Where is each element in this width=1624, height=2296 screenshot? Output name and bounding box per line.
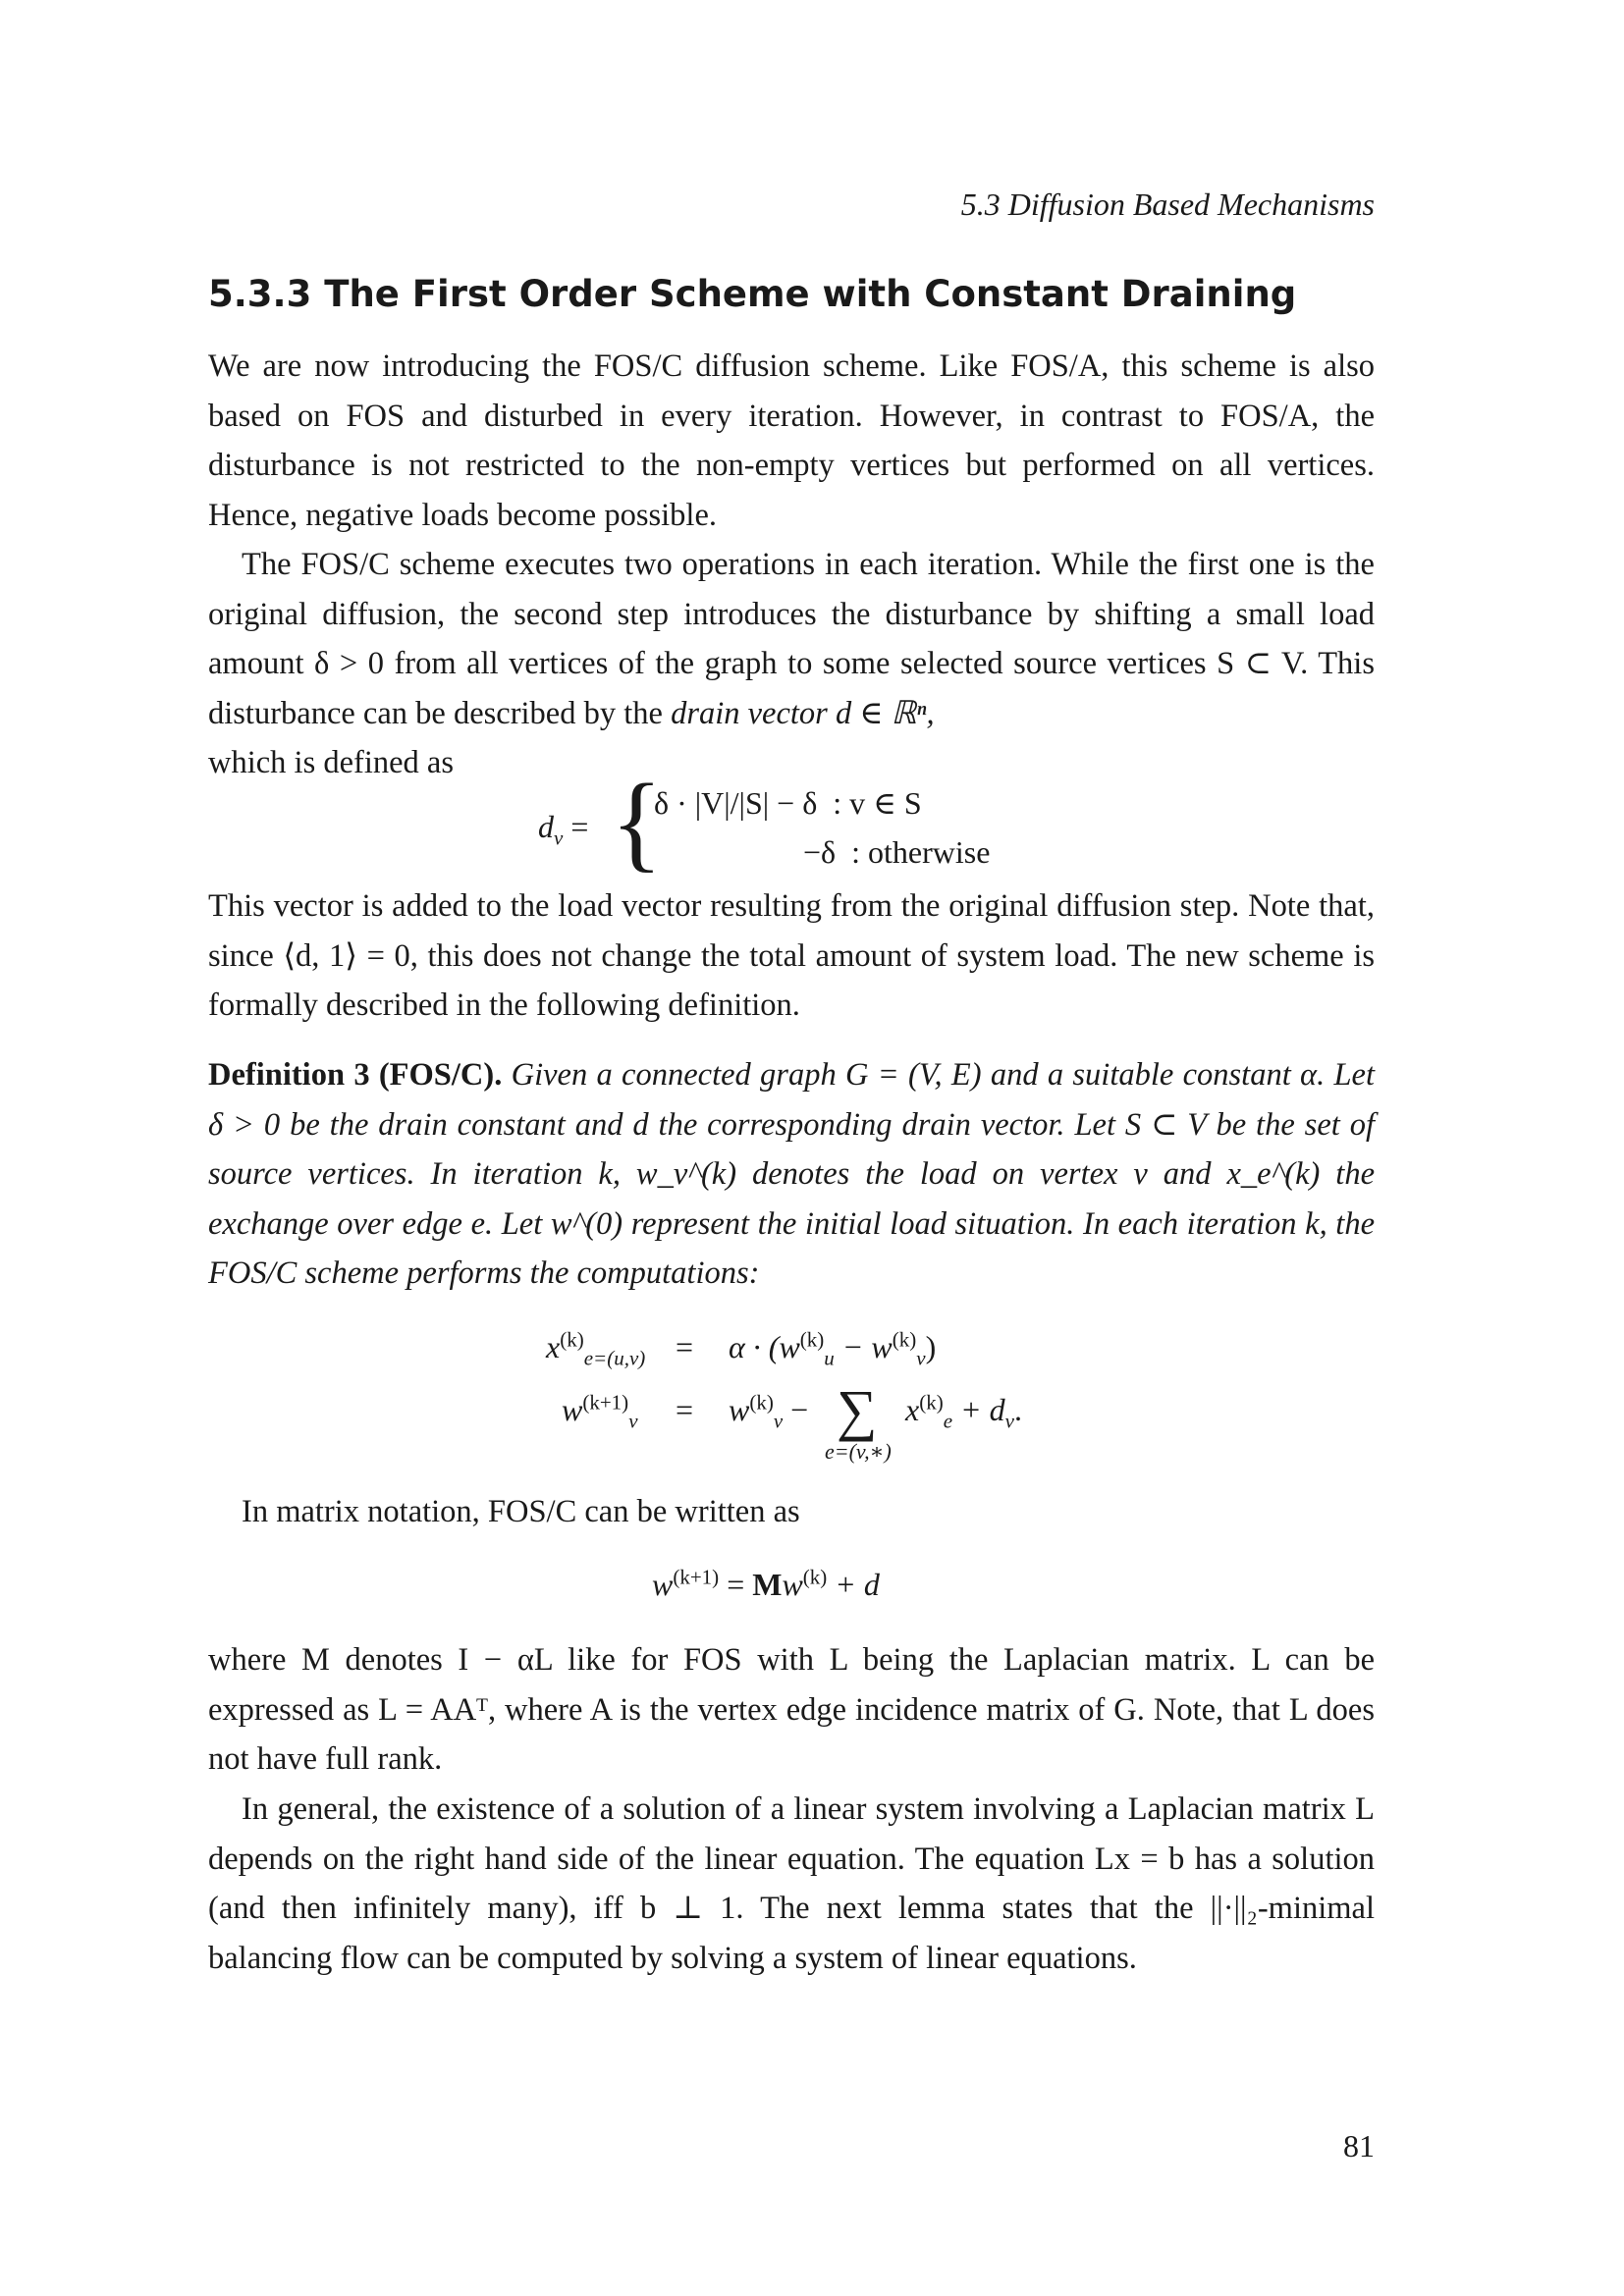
fosc-eq-line1-lhs: $x^{(k)}_{e=(u,v)}$ bbox=[546, 1327, 646, 1370]
page: 5.3 Diffusion Based Mechanisms 5.3.3 The First Order Scheme with Constant Draining We are now introducing the FOS/C diffusion scheme. Like FOS/A, this scheme is also based on FOS and disturbed in every iteration. However, in contrast to FOS/A, the disturbance is not restricted to the non-empty vertices but performed on all vertices. Hence, negative loads become possible. The FOS/C scheme executes two operations in each iteration. While the first one is the original diffusion, the second step introduces the disturbance by shifting a small load amount δ > 0 from all vertices of the graph to some selected source vertices S ⊂ V. This disturbance can be described by the drain vector d ∈ ℝⁿ, which is defined as $d_v$ = { δ · |V|/|S| − δ : v ∈ S −δ : otherwise This vector is added to the load vector resulting from the original diffusion step. Note that, since ⟨d, 1⟩ = 0, this does not change the total amount of system load. The new scheme is formally described in the following definition. Definition 3 (FOS/C). Given a connected graph G = (V, E) and a suitable constant α. Let δ > 0 be the drain constant and d the corresponding drain vector. Let S ⊂ V be the set of source vertices. In iteration k, w_v^(k) denotes the load on vertex v and x_e^(k) the exchange over edge e. Let w^(0) represent the initial load situation. In each iteration k, the FOS/C scheme performs the computations: $x^{(k)}_{e=(u,v)}$ = $\alpha \cdot (w^{(k)}_u - w^{(k)}_v)$ $w^{(k+1)}_v$ = $w^{(k)}_v$ − ∑ e=(v,∗) $x^{(k)}_e + d_v$. In matrix notation, FOS/C can be written as $w^{(k+1)} = Mw^{(k)} + d$ where M denotes I − αL like for FOS with L being the Laplacian matrix. L can be expressed as L = AAᵀ, where A is the vertex edge incidence matrix of G. Note, that L does not have full rank. In general, the existence of a solution of a linear system involving a Laplacian matrix L depends on the right hand side of the linear equation. The equation Lx = b has a solution (and then infinitely many), iff b ⊥ 1. The next lemma states that the ||·||₂-minimal balancing flow can be computed by solving a system of linear equations. 81 bbox=[208, 187, 1376, 2163]
paragraph-matrix-notation: In matrix notation, FOS/C can be written as bbox=[242, 1494, 800, 1529]
paragraph-laplacian: where M denotes I − αL like for FOS with L being the Laplacian matrix. L can be expressed as L = AAᵀ, where A is the vertex edge incidence matrix of G. Note, that L does not have full rank. bbox=[208, 1642, 1375, 1777]
drain-eq-case2 bbox=[803, 832, 990, 872]
fosc-eq-line2-lhs: $w^{(k+1)}_v$ bbox=[562, 1390, 638, 1433]
paragraph-intro: We are now introducing the FOS/C diffusion scheme. Like FOS/A, this scheme is also based on FOS and disturbed in every iteration. However, in contrast to FOS/A, the disturbance is not restricted to the non-empty vertices but performed on all vertices. Hence, negative loads become possible. bbox=[208, 348, 1375, 533]
matrix-equation: $w^{(k+1)} = Mw^{(k)} + d$ bbox=[652, 1565, 880, 1602]
fosc-eq-line2-equals: = bbox=[676, 1392, 694, 1427]
fosc-eq-line2-rhs-w: $w^{(k)}_v$ − bbox=[729, 1390, 809, 1433]
drain-eq-case1-cond: : v ∈ S bbox=[833, 785, 922, 821]
drain-eq-lhs-sub: v bbox=[554, 826, 564, 850]
definition-body: Given a connected graph G = (V, E) and a suitable constant α. Let δ > 0 be the drain constant and d the corresponding drain vector. Let S ⊂ V be the set of source vertices. In iteration k, w_v^(k) denotes the load on vertex v and x_e^(k) the exchange over edge e. Let w^(0) represent the initial load situation. In each iteration k, the FOS/C scheme performs the computations: bbox=[208, 1057, 1376, 1291]
running-head: 5.3 Diffusion Based Mechanisms bbox=[960, 187, 1375, 222]
definition-3 bbox=[208, 1050, 1375, 1299]
definition-head: Definition 3 (FOS/C). bbox=[208, 1057, 503, 1093]
paragraph-operations bbox=[208, 540, 1375, 788]
drain-eq-case2-value: −δ bbox=[803, 834, 837, 870]
paragraph-drain-vector: This vector is added to the load vector resulting from the original diffusion step. Note that, since ⟨d, 1⟩ = 0, this does not change the total amount of system load. The new scheme is formally described in the following definition. bbox=[208, 888, 1375, 1023]
left-brace: { bbox=[611, 762, 663, 881]
defined-as-text: which is defined as bbox=[208, 745, 455, 780]
page-number: 81 bbox=[1343, 2128, 1375, 2163]
fosc-eq-line2-tail: $x^{(k)}_e + d_v$. bbox=[905, 1390, 1022, 1433]
sum-symbol: ∑ bbox=[837, 1378, 878, 1442]
drain-eq-case2-cond: : otherwise bbox=[851, 834, 991, 870]
drain-eq-lhs: d bbox=[538, 809, 554, 844]
sum-subscript: e=(v,∗) bbox=[825, 1439, 892, 1464]
fosc-eq-line1-equals: = bbox=[676, 1329, 694, 1364]
paragraph-operations-text: The FOS/C scheme executes two operations in each iteration. While the first one is the original diffusion, the second step introduces the disturbance by shifting a small load amount δ > 0 from all vertices of the graph to some selected source vertices S ⊂ V. This disturbance can be described by the bbox=[208, 547, 1375, 731]
drain-vector-term: drain vector bbox=[671, 695, 828, 731]
drain-vector-domain: d ∈ ℝⁿ, bbox=[827, 695, 935, 731]
drain-eq-case1-value: δ · |V|/|S| − δ bbox=[654, 785, 818, 821]
fosc-eq-line1-rhs: $\alpha \cdot (w^{(k)}_u - w^{(k)}_v)$ bbox=[729, 1327, 937, 1370]
drain-eq-case1 bbox=[654, 783, 922, 823]
paragraph-linear-system: In general, the existence of a solution of a linear system involving a Laplacian matrix L depends on the right hand side of the linear equation. The equation Lx = b has a solution (and then infinitely many), iff b ⊥ 1. The next lemma states that the ||·||₂-minimal balancing flow can be computed by solving a system of linear equations. bbox=[208, 1791, 1375, 1976]
section-title: 5.3.3 The First Order Scheme with Constant Draining bbox=[208, 273, 1297, 315]
